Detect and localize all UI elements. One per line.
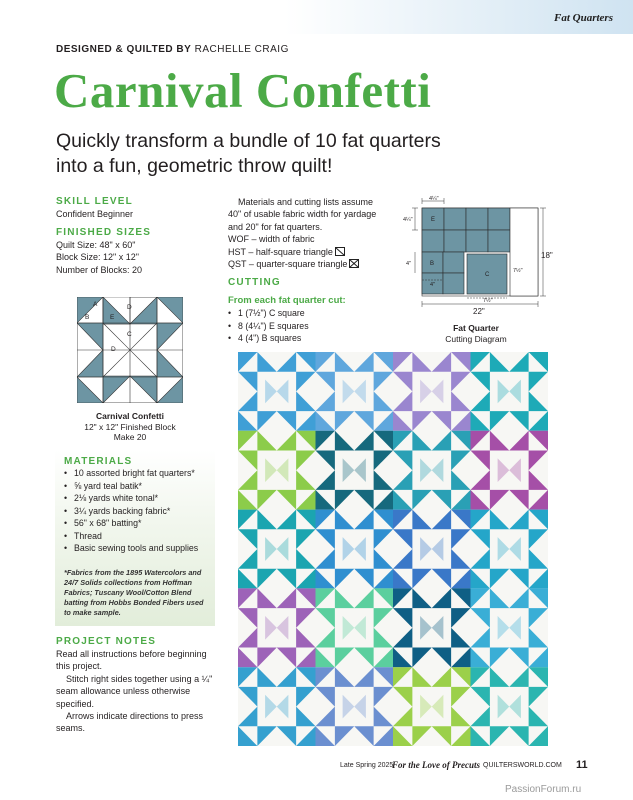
- sizes-list: [56, 239, 142, 276]
- diagram-caption-title: Fat Quarter: [453, 323, 499, 333]
- diagram-letter-c: C: [485, 272, 490, 278]
- e-square: [422, 230, 444, 252]
- waste-strip: [510, 208, 538, 296]
- b-square: [443, 252, 464, 273]
- header-band: [0, 0, 633, 34]
- dim-e-side: 4¼": [403, 217, 413, 223]
- block-letter-d2: D: [111, 346, 116, 353]
- cutting-item: • 8 (4¼") E squares: [228, 320, 388, 333]
- footer-magazine: For the Love of Precuts: [392, 760, 480, 770]
- materials-item: • Thread: [64, 530, 212, 543]
- intro-text: [228, 196, 388, 270]
- quilt-size: Quilt Size: 48" x 60": [56, 240, 136, 250]
- block-diagram: [77, 297, 183, 403]
- intro-qst: QST – quarter-square triangle: [228, 259, 348, 270]
- block-caption-size: 12" x 12" Finished Block: [84, 421, 176, 432]
- quilt-image: [238, 352, 548, 746]
- hst-icon: [335, 247, 345, 256]
- block-caption-title: Carnival Confetti: [95, 411, 164, 421]
- dim-b-side: 4": [406, 261, 412, 267]
- block-size: Block Size: 12" x 12": [56, 252, 139, 263]
- intro-qst-row: [228, 258, 388, 270]
- notes-p2: Stitch right sides together using a ¼" seam allowance unless otherwise specified.: [56, 673, 213, 709]
- skill-heading: SKILL LEVEL: [56, 196, 133, 207]
- dim-c-side: 7½": [513, 268, 523, 274]
- quilt-photo: [238, 352, 548, 746]
- materials-item: • 3¼ yards backing fabric*: [64, 505, 212, 518]
- number-of-blocks: Number of Blocks: 20: [56, 264, 143, 275]
- block-caption: [60, 411, 200, 443]
- materials-item: • 10 assorted bright fat quarters*: [64, 467, 212, 480]
- b-square: [443, 273, 464, 294]
- skill-value: Confident Beginner: [56, 209, 134, 219]
- materials-heading: MATERIALS: [64, 456, 133, 467]
- dim-width: 22": [473, 307, 485, 316]
- materials-item: • 2⅛ yards white tonal*: [64, 492, 212, 505]
- e-square: [488, 230, 510, 252]
- cut-pieces: [422, 208, 538, 296]
- block-letter-c: C: [127, 331, 132, 338]
- byline: [56, 44, 289, 55]
- diagram-letter-b: B: [430, 261, 435, 267]
- page-number: 11: [576, 759, 588, 771]
- materials-list: [64, 467, 212, 555]
- block-letter-b: B: [85, 314, 90, 321]
- watermark: PassionForum.ru: [505, 784, 582, 795]
- e-square: [488, 208, 510, 230]
- materials-item: • 56" x 68" batting*: [64, 517, 212, 530]
- e-square: [444, 230, 466, 252]
- materials-item: • ⅝ yard teal batik*: [64, 480, 212, 493]
- cutting-diagram: [400, 194, 560, 316]
- footer-issue: Late Spring 2025: [340, 762, 394, 769]
- block-caption-make: Make 20: [113, 432, 147, 442]
- notes-p1: Read all instructions before beginning this project.: [56, 649, 207, 672]
- dim-c-bottom: 7½": [483, 298, 493, 304]
- page-title: Carnival Confetti: [54, 63, 432, 118]
- footer-magazine-wrap: [392, 760, 480, 770]
- diagram-letter-e: E: [431, 217, 436, 223]
- materials-footnote: *Fabrics from the 1895 Watercolors and 24/7 Solids collections from Hoffman Fabrics; Tuscany Wool/Cotton Blend batting from Hobbs Bonded Fibers used to make sample.: [64, 568, 204, 617]
- dim-height: 18": [541, 251, 553, 260]
- e-square: [466, 208, 488, 230]
- intro-hst: HST – half-square triangle: [228, 246, 333, 257]
- notes-text: [56, 648, 216, 735]
- cutting-list: [228, 307, 388, 345]
- notes-p3: Arrows indicate directions to press seams.: [56, 711, 204, 734]
- diagram-caption: [420, 323, 532, 344]
- sizes-heading: FINISHED SIZES: [56, 227, 152, 238]
- cutting-item: • 1 (7½") C square: [228, 307, 388, 320]
- diagram-caption-text: Cutting Diagram: [445, 333, 507, 344]
- block-letter-d1: D: [127, 304, 132, 311]
- block-letter-e: E: [110, 314, 115, 321]
- intro-wof: WOF – width of fabric: [228, 234, 315, 245]
- cutting-heading: CUTTING: [228, 277, 281, 288]
- materials-item: • Basic sewing tools and supplies: [64, 542, 212, 555]
- subtitle: Quickly transform a bundle of 10 fat quarters into a fun, geometric throw quilt!: [56, 130, 441, 177]
- qst-icon: [349, 259, 359, 268]
- e-square: [466, 230, 488, 252]
- intro-line1: Materials and cutting lists assume 40" of usable fabric width for yardage and 20" for fat quarters.: [228, 197, 377, 232]
- notes-heading: PROJECT NOTES: [56, 636, 157, 647]
- byline-prefix: DESIGNED & QUILTED BY: [56, 44, 192, 55]
- block-letter-a: A: [93, 301, 98, 308]
- dim-e-top: 4¼": [429, 196, 439, 202]
- footer-site: QUILTERSWORLD.COM: [483, 762, 562, 769]
- section-tag: Fat Quarters: [554, 12, 613, 24]
- cutting-subheading: From each fat quarter cut:: [228, 295, 346, 306]
- cutting-item: • 4 (4") B squares: [228, 332, 388, 345]
- e-square: [444, 208, 466, 230]
- byline-name: RACHELLE CRAIG: [194, 44, 289, 55]
- intro-hst-row: [228, 246, 388, 258]
- dim-b-bottom: 4": [430, 282, 436, 288]
